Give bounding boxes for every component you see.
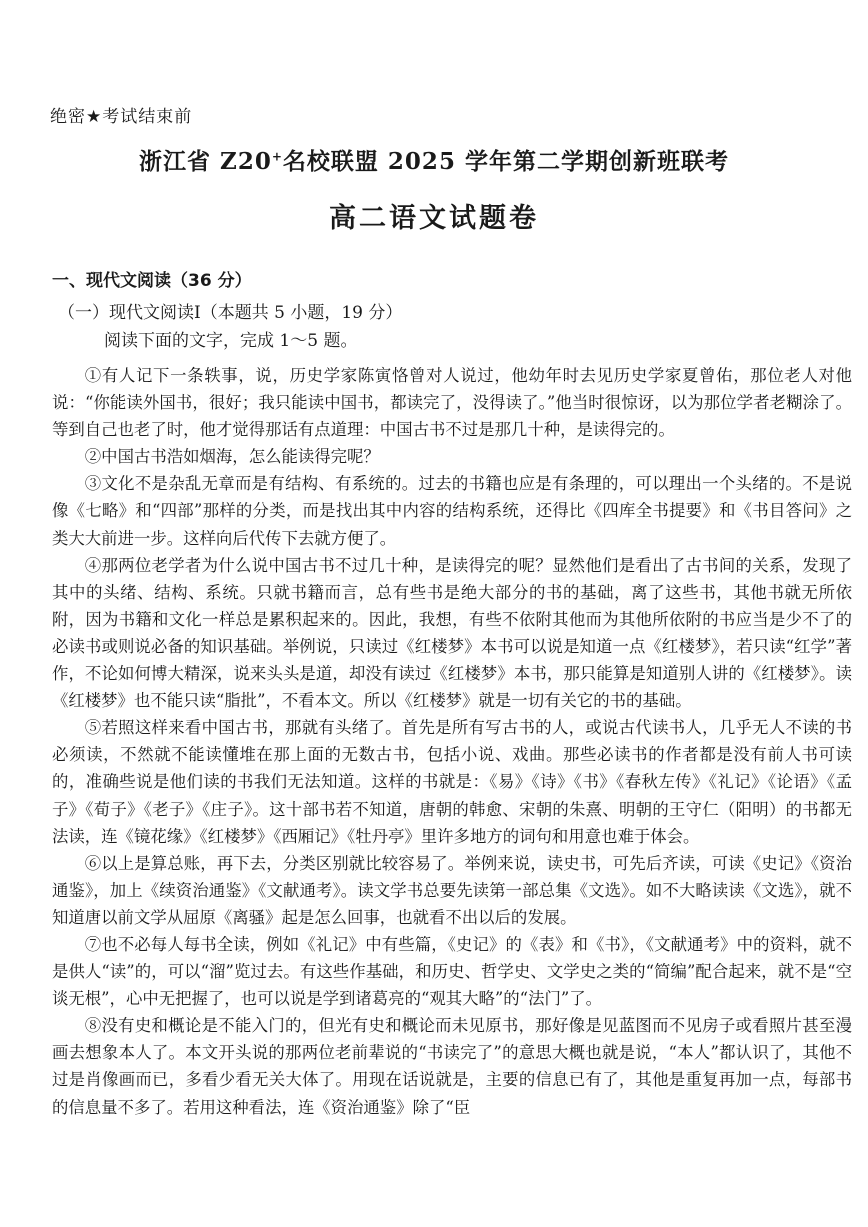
title-sup: + [271, 149, 283, 164]
paragraph: ⑧没有史和概论是不能入门的，但光有史和概论而未见原书，那好像是见蓝图而不见房子或看照片甚至漫画去想象本人了。本文开头说的那两位老前辈说的“书读完了”的意思大概也就是说，“本人”都认识了，其他不过是肖像画而已，多看少看无关大体了。用现在话说就是，主要的信息已有了，其他是重复再加一点，每部书的信息量不多了。若用这种看法，连《资治通鉴》除了“臣 [52, 1016, 852, 1117]
reading-passage [52, 362, 852, 1121]
paragraph: ⑦也不必每人每书全读，例如《礼记》中有些篇，《史记》的《表》和《书》，《文献通考》中的资料，就不是供人“读”的，可以“溜”览过去。有这些作基础，和历史、哲学史、文学史之类的“简编”配合起来，就不是“空谈无根”，心中无把握了，也可以说是学到诸葛亮的“观其大略”的“法门”了。 [52, 934, 852, 1009]
exam-title [0, 143, 868, 176]
secret-label: 绝密★考试结束前 [50, 107, 193, 127]
title-pre: 浙江省 Z20 [139, 148, 272, 175]
instruction: 阅读下面的文字，完成 1～5 题。 [104, 331, 358, 351]
paragraph: ⑤若照这样来看中国古书，那就有头绪了。首先是所有写古书的人，或说古代读书人，几乎无人不读的书必须读，不然就不能读懂堆在那上面的无数古书，包括小说、戏曲。那些必读书的作者都是没有前人书可读的，准确些说是他们读的书我们无法知道。这样的书就是：《易》《诗》《书》《春秋左传》《礼记》《论语》《孟子》《荀子》《老子》《庄子》。这十部书若不知道，唐朝的韩愈、宋朝的朱熹、明朝的王守仁（阳明）的书都无法读，连《镜花缘》《红楼梦》《西厢记》《牡丹亭》里许多地方的词句和用意也难于体会。 [52, 718, 852, 846]
paragraph: ④那两位老学者为什么说中国古书不过几十种，是读得完的呢？显然他们是看出了古书间的关系，发现了其中的头绪、结构、系统。只就书籍而言，总有些书是绝大部分的书的基础，离了这些书，其他书就无所依附，因为书籍和文化一样总是累积起来的。因此，我想，有些不依附其他而为其他所依附的书应当是少不了的必读书或则说必备的知识基础。举例说，只读过《红楼梦》本书可以说是知道一点《红楼梦》，若只读“红学”著作，不论如何博大精深，说来头头是道，却没有读过《红楼梦》本书，那只能算是知道别人讲的《红楼梦》。读《红楼梦》也不能只读“脂批”，不看本文。所以《红楼梦》就是一切有关它的书的基础。 [52, 555, 852, 711]
section-heading: 一、现代文阅读（36 分） [52, 271, 252, 291]
paragraph: ①有人记下一条轶事，说，历史学家陈寅恪曾对人说过，他幼年时去见历史学家夏曾佑，那位老人对他说：“你能读外国书，很好；我只能读中国书，都读完了，没得读了。”他当时很惊讶，以为那位学者老糊涂了。等到自己也老了时，他才觉得那话有点道理：中国古书不过是那几十种，是读得完的。 [52, 366, 852, 440]
exam-subtitle: 高二语文试题卷 [329, 203, 539, 234]
part-label: （一）现代文阅读Ⅰ（本题共 5 小题，19 分） [58, 303, 403, 323]
paragraph: ③文化不是杂乱无章而是有结构、有系统的。过去的书籍也应是有条理的，可以理出一个头绪的。不是说像《七略》和“四部”那样的分类，而是找出其中内容的结构系统，还得比《四库全书提要》和《书目答问》之类大大前进一步。这样向后代传下去就方便了。 [52, 474, 852, 548]
paragraph: ②中国古书浩如烟海，怎么能读得完呢？ [84, 447, 380, 467]
title-post: 名校联盟 2025 学年第二学期创新班联考 [282, 148, 729, 175]
paragraph: ⑥以上是算总账，再下去，分类区别就比较容易了。举例来说，读史书，可先后齐读，可读《史记》《资治通鉴》，加上《续资治通鉴》《文献通考》。读文学书总要先读第一部总集《文选》。如不大略读读《文选》，就不知道唐以前文学从屈原《离骚》起是怎么回事，也就看不出以后的发展。 [52, 853, 852, 927]
